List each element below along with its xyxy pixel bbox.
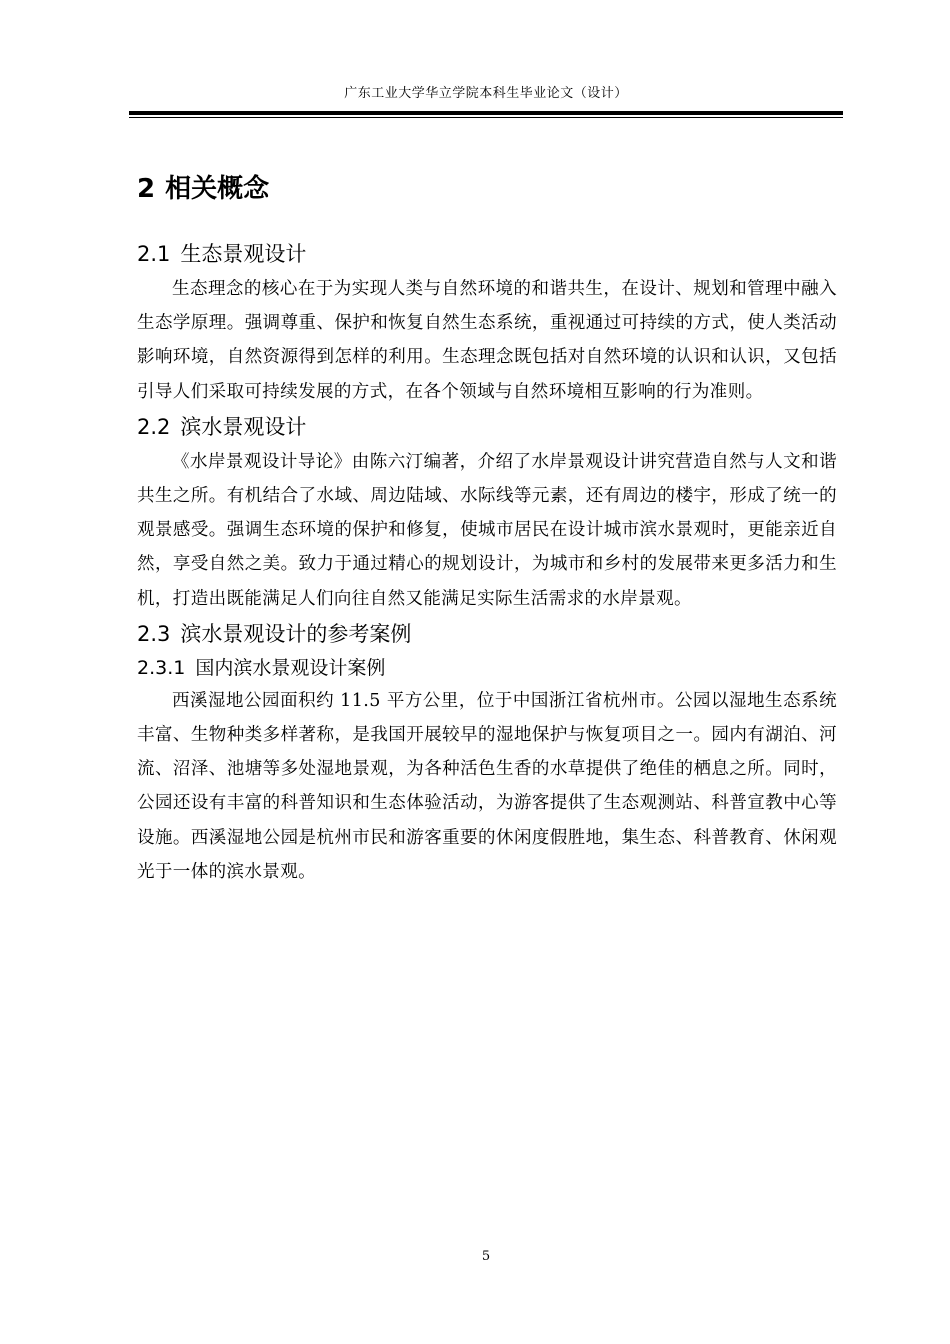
header-rule-thin [129, 117, 843, 118]
page-body [137, 166, 837, 889]
section-number: 2.1 [137, 242, 171, 266]
running-header: 广东工业大学华立学院本科生毕业论文（设计） [344, 86, 628, 101]
chapter-number: 2 [137, 174, 156, 204]
subsection-number: 2.3.1 [137, 656, 186, 679]
subsection-2-3-1-paragraph: 西溪湿地公园面积约 11.5 平方公里，位于中国浙江省杭州市。公园以湿地生态系统丰富、生物种类多样著称，是我国开展较早的湿地保护与恢复项目之一。园内有湖泊、河流、沼泽、池塘等多处湿地景观，为各种活色生香的水草提供了绝佳的栖息之所。同时，公园还设有丰富的科普知识和生态体验活动，为游客提供了生态观测站、科普宣教中心等设施。西溪湿地公园是杭州市民和游客重要的休闲度假胜地，集生态、科普教育、休闲观光于一体的滨水景观。 [137, 690, 837, 882]
chapter-title: 相关概念 [165, 174, 270, 204]
section-2-1-paragraph: 生态理念的核心在于为实现人类与自然环境的和谐共生，在设计、规划和管理中融入生态学原理。强调尊重、保护和恢复自然生态系统，重视通过可持续的方式，使人类活动影响环境，自然资源得到怎样的利用。生态理念既包括对自然环境的认识和认识，又包括引导人们采取可持续发展的方式，在各个领域与自然环境相互影响的行为准则。 [137, 279, 837, 402]
section-title: 滨水景观设计的参考案例 [180, 621, 412, 646]
section-heading-2-3 [137, 616, 837, 652]
subsection-title: 国内滨水景观设计案例 [195, 656, 386, 679]
section-heading-2-2 [137, 409, 837, 445]
chapter-heading [137, 166, 837, 212]
section-2-2-paragraph: 《水岸景观设计导论》由陈六汀编著，介绍了水岸景观设计讲究营造自然与人文和谐共生之所。有机结合了水域、周边陆域、水际线等元素，还有周边的楼宇，形成了统一的观景感受。强调生态环境的保护和修复，使城市居民在设计城市滨水景观时，更能亲近自然，享受自然之美。致力于通过精心的规划设计，为城市和乡村的发展带来更多活力和生机，打造出既能满足人们向往自然又能满足实际生活需求的水岸景观。 [137, 451, 837, 609]
header-rule-thick [129, 111, 843, 115]
section-title: 滨水景观设计 [180, 414, 307, 439]
section-title: 生态景观设计 [180, 242, 307, 266]
page-number: 5 [481, 1249, 491, 1264]
section-number: 2.3 [137, 621, 171, 646]
subsection-heading-2-3-1 [137, 652, 837, 684]
section-number: 2.2 [137, 414, 171, 439]
section-heading-2-1 [137, 236, 837, 272]
